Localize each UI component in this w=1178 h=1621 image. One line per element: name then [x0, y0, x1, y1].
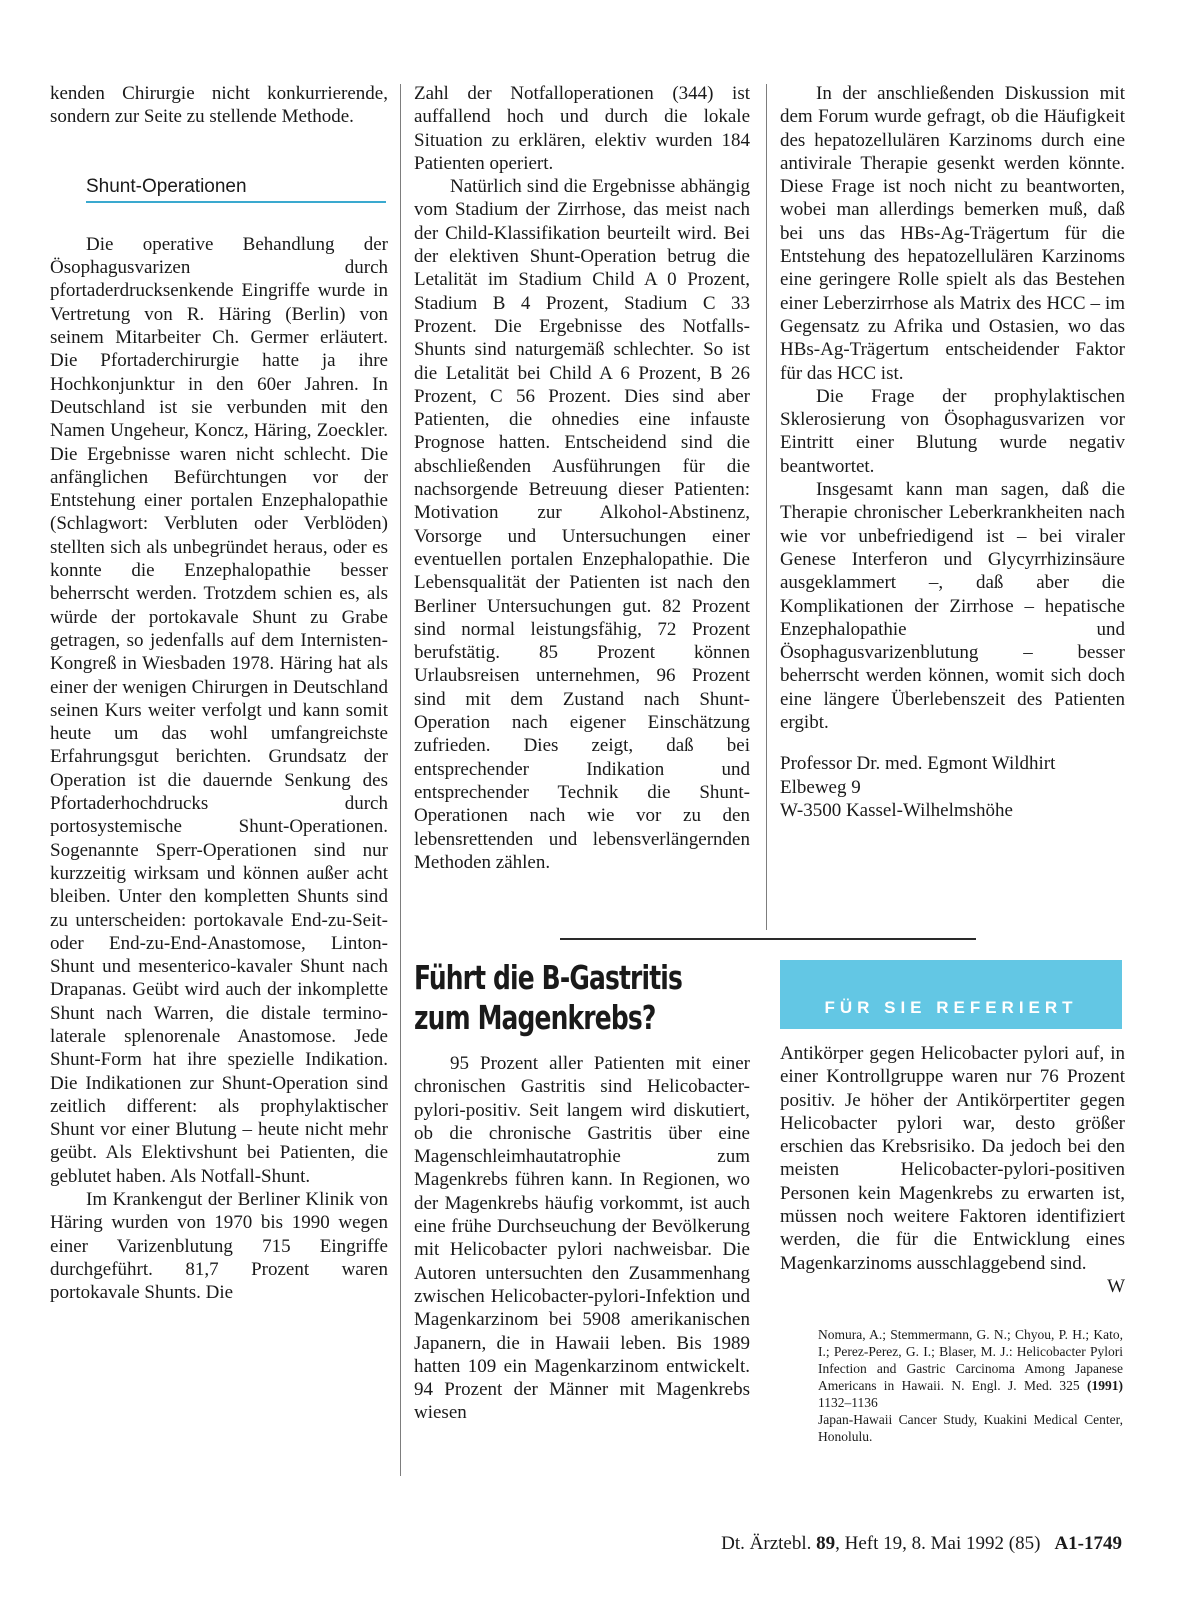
author-city: W-3500 Kassel-Wilhelmshöhe: [780, 799, 1013, 821]
paragraph: 95 Prozent aller Patienten mit einer chronischen Gastritis sind Helicobacter-pylori-positiv. Seit langem wird diskutiert, ob die chronische Gastritis über eine Magenschleimhautatrophie zum Magenkrebs führen kann. In Regionen, wo der Magenkrebs häufig vorkommt, ist auch eine frühe Durchseuchung der Bevölkerung mit Helicobacter pylori nachweisbar. Die Autoren untersuchten den Zusammenhang zwischen Helicobacter-pylori-Infektion und Magenkarzinom bei 5908 amerikanischen Japanern, die in Hawaii leben. Bis 1989 hatten 109 ein Magenkarzinom entwickelt. 94 Prozent der Männer mit Magenkrebs wiesen: [414, 1053, 750, 1424]
reference-year: (1991): [1087, 1378, 1123, 1393]
reference-pages: 1132–1136: [818, 1395, 878, 1410]
headline-line-1: Führt die B-Gastritis: [414, 958, 683, 997]
column-divider-2: [766, 84, 767, 930]
journal-issue: , Heft 19, 8. Mai 1992 (85): [835, 1533, 1041, 1554]
article-separator: [560, 938, 976, 940]
paragraph: Antikörper gegen Helicobacter pylori auf, in einer Kontrollgruppe waren nur 76 Prozent positiv. Je höher der Antikörpertiter gegen Helicobacter pylori war, desto größer erschien das Krebsrisiko. Da jedoch bei den meisten Helicobacter-pylori-positiven Personen kein Magenkrebs zu erwarten ist, müssen noch weitere Faktoren identifiziert werden, die für die Entwicklung eines Magenkarzinoms ausschlaggebend sind.: [780, 1043, 1125, 1274]
author-street: Elbeweg 9: [780, 776, 861, 798]
section-banner: [780, 960, 1122, 1029]
paragraph: Die operative Behandlung der Ösophagusvarizen durch pfortaderdrucksenkende Eingriffe wurde in Vertretung von R. Häring (Berlin) von seinem Mitarbeiter Ch. Germer erläutert. Die Pfortaderchirurgie hatte ja ihre Hochkonjunktur in den 60er Jahren. In Deutschland ist sie verbunden mit den Namen Ungeheur, Koncz, Häring, Zoeckler. Die Ergebnisse waren nicht schlecht. Die anfänglichen Befürchtungen vor der Entstehung einer portalen Enzephalopathie (Schlagwort: Verbluten oder Verblöden) stellten sich als unbegründet heraus, oder es konnte die Enzephalopathie besser beherrscht werden. Trotzdem schien es, als würde der portokavale Shunt zu Grabe getragen, so jedenfalls auf dem Internisten-Kongreß in Wiesbaden 1978. Häring hat als einer der wenigen Chirurgen in Deutschland seinen Kurs weiter verfolgt und kann somit heute um das wohl umfangreichste Erfahrungsgut berichten. Grundsatz der Operation ist die dauernde Senkung des Pfortaderhochdrucks durch portosystemische Shunt-Operationen. Sogenannte Sperr-Operationen sind nur kurzzeitig wirksam und können außer acht bleiben. Unter den kompletten Shunts sind zu unterscheiden: portokavale End-zu-Seit- oder End-zu-End-Anastomose, Linton-Shunt und mesenterico-kavaler Shunt nach Drapanas. Geübt wird auch der inkomplette Shunt nach Warren, die distale termino-laterale splenorenale Anastomose. Jede Shunt-Form hat ihre spezielle Indikation. Die Indikationen zur Shunt-Operation sind zeitlich different: als prophylaktischer Shunt vor einer Blutung – heute nicht mehr geübt. Als Elektivshunt bei Patienten, die geblutet haben. Als Notfall-Shunt.: [50, 233, 388, 1187]
column-2: [414, 82, 750, 874]
paragraph: Im Krankengut der Berliner Klinik von Häring wurden von 1970 bis 1990 wegen einer Varizenblutung 715 Eingriffe durchgeführt. 81,7 Prozent waren portokavale Shunts. Die: [50, 1189, 388, 1304]
paragraph: Natürlich sind die Ergebnisse abhängig vom Stadium der Zirrhose, das meist nach der Child-Klassifikation beurteilt wird. Bei der elektiven Shunt-Operation betrug die Letalität im Stadium Child A 0 Prozent, Stadium B 4 Prozent, Stadium C 33 Prozent. Die Ergebnisse des Notfalls-Shunts sind naturgemäß schlechter. So ist die Letalität bei Child A 6 Prozent, B 26 Prozent, C 56 Prozent. Dies sind aber Patienten, die ohnedies eine infauste Prognose hatten. Entscheidend sind die abschließenden Ausführungen für die nachsorgende Betreuung dieser Patienten: Motivation zur Alkohol-Abstinenz, Vorsorge und Untersuchungen einer eventuellen portalen Enzephalopathie. Die Lebensqualität der Patienten ist nach den Berliner Untersuchungen gut. 82 Prozent sind normal leistungsfähig, 72 Prozent berufstätig. 85 Prozent können Urlaubsreisen unternehmen, 96 Prozent sind mit dem Zustand nach Shunt-Operation nach eigener Einschätzung zufrieden. Dies zeigt, daß bei entsprechender Indikation und entsprechender Technik die Shunt-Operationen nach wie vor zu den lebensrettenden und lebensverlängernden Methoden zählen.: [414, 176, 750, 873]
author-initial: W: [1107, 1275, 1125, 1297]
author-name: Professor Dr. med. Egmont Wildhirt: [780, 753, 1056, 775]
article-column-2: [780, 1042, 1125, 1298]
article-column-1: [414, 1052, 750, 1425]
section-heading: Shunt-Operationen: [86, 175, 386, 203]
paragraph: Insgesamt kann man sagen, daß die Therapie chronischer Leberkrankheiten nach wie vor unbefriedigend ist – bei viraler Genese Interferon und Glycyrrhizinsäure ausgeklammert –, daß aber die Komplikationen der Zirrhose – hepatische Enzephalopathie und Ösophagusvarizenblutung – besser beherrscht werden können, womit sich doch eine längere Überlebenszeit des Patienten ergibt.: [780, 479, 1125, 734]
paragraph: Zahl der Notfalloperationen (344) ist auffallend hoch und durch die lokale Situation zu erklären, elektiv wurden 184 Patienten operiert.: [414, 83, 750, 174]
page-number: A1-1749: [1054, 1533, 1122, 1554]
reference: [818, 1326, 1123, 1445]
paragraph: Die Frage der prophylaktischen Sklerosierung von Ösophagusvarizen vor Eintritt einer Blutung wurde negativ beantwortet.: [780, 385, 1125, 477]
paragraph: In der anschließenden Diskussion mit dem Forum wurde gefragt, ob die Häufigkeit des hepatozellulären Karzinoms durch eine antivirale Therapie gesenkt werden könnte. Diese Frage ist noch nicht zu beantworten, wobei man allerdings bemerken muß, daß bei uns das HBs-Ag-Trägertum für die Entstehung des hepatozellulären Karzinoms eine geringere Rolle spielt als das Bestehen einer Leberzirrhose als Matrix des HCC – im Gegensatz zu Afrika und Ostasien, wo das HBs-Ag-Trägertum entscheidender Faktor für das HCC ist.: [780, 83, 1125, 384]
column-3: [780, 82, 1125, 822]
headline-line-2: zum Magenkrebs?: [414, 998, 656, 1037]
journal-name: Dt. Ärztebl.: [721, 1533, 812, 1554]
page-footer: [660, 1533, 1122, 1555]
column-divider-1: [400, 84, 401, 1476]
paragraph: kenden Chirurgie nicht konkurrierende, sondern zur Seite zu stellende Methode.: [50, 83, 388, 128]
reference-affiliation: Japan-Hawaii Cancer Study, Kuakini Medical Center, Honolulu.: [818, 1412, 1123, 1444]
journal-volume: 89: [816, 1533, 836, 1554]
reference-text: Nomura, A.; Stemmermann, G. N.; Chyou, P. H.; Kato, I.; Perez-Perez, G. I.; Blaser, M. J.: Helicobacter Pylori Infection and Gastric Carcinoma Among Japanese Americans in Hawaii. N. Engl. J. Med. 325: [818, 1327, 1123, 1393]
reference-citation: [818, 1326, 1123, 1411]
column-1: [50, 82, 388, 1305]
article-headline: [414, 958, 700, 1038]
banner-label: FÜR SIE REFERIERT: [824, 998, 1078, 1017]
